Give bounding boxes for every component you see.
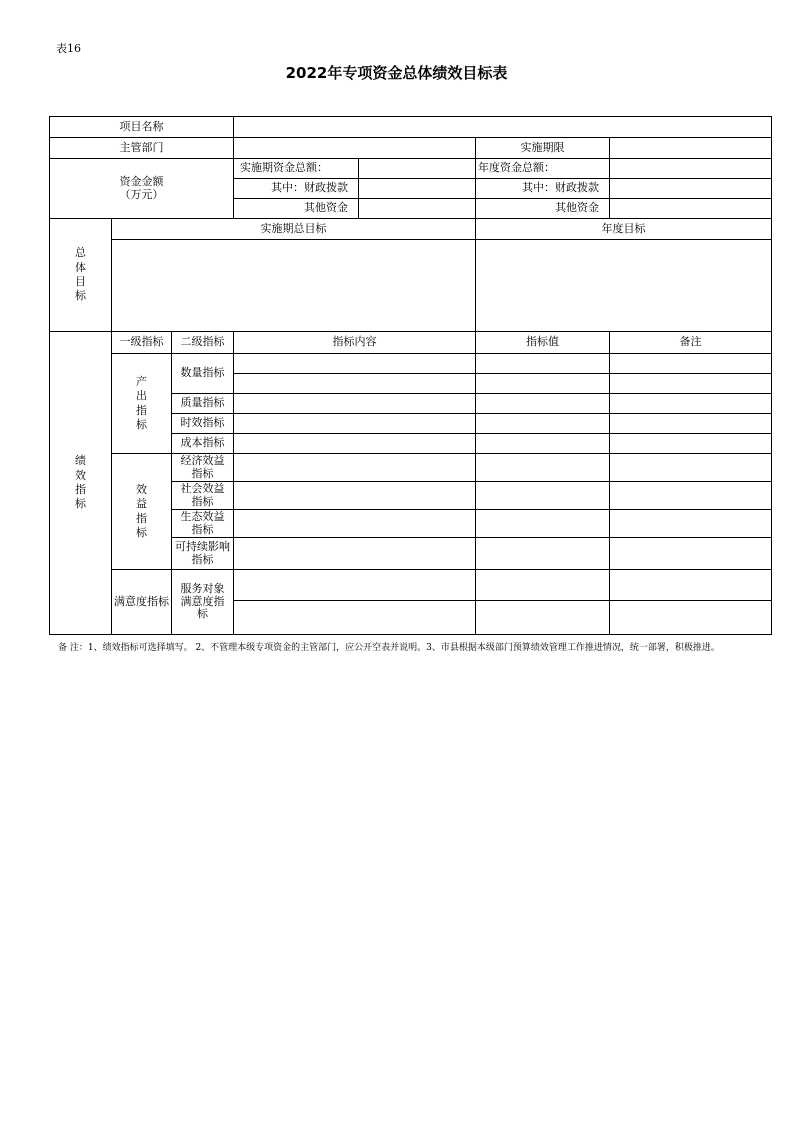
table-row-cell[interactable]	[476, 538, 610, 570]
annual-total-label: 年度资金总额：	[476, 159, 610, 179]
table-row-cell[interactable]	[476, 482, 610, 510]
table-row-cell[interactable]	[234, 394, 476, 414]
overall-goal-label-text: 总体目标	[75, 246, 86, 303]
social-indicator-label: 社会效益指标	[172, 482, 234, 510]
table-row-cell[interactable]	[476, 414, 610, 434]
table-row-cell[interactable]	[234, 482, 476, 510]
period-other-value[interactable]	[359, 199, 476, 219]
table-row-cell[interactable]	[610, 454, 771, 482]
economic-indicator-label: 经济效益指标	[172, 454, 234, 482]
page-title: 2022年专项资金总体绩效目标表	[285, 64, 508, 82]
project-name-label: 项目名称	[50, 117, 234, 138]
annual-fiscal-value[interactable]	[610, 179, 771, 199]
overall-goal-label	[50, 219, 112, 332]
value-header: 指标值	[476, 332, 610, 354]
level1-header: 一级指标	[112, 332, 172, 354]
table-row-cell[interactable]	[610, 414, 771, 434]
table-row-cell[interactable]	[610, 510, 771, 538]
remark-header: 备注	[610, 332, 771, 354]
annual-fiscal-label: 其中：财政拨款	[476, 179, 610, 199]
table-row-cell[interactable]	[476, 601, 610, 634]
period-value[interactable]	[610, 138, 771, 159]
quantity-indicator-label: 数量指标	[172, 354, 234, 394]
period-total-label: 实施期资金总额：	[234, 159, 359, 179]
fund-amount-label-line2: （万元）	[119, 187, 164, 201]
period-fiscal-label: 其中：财政拨款	[234, 179, 359, 199]
level2-header: 二级指标	[172, 332, 234, 354]
quality-indicator-label: 质量指标	[172, 394, 234, 414]
table-row-cell[interactable]	[234, 414, 476, 434]
satisfaction-indicator-label: 满意度指标	[112, 570, 172, 634]
table-row-cell[interactable]	[476, 354, 610, 374]
ecological-indicator-label: 生态效益指标	[172, 510, 234, 538]
department-value[interactable]	[234, 138, 476, 159]
table-row-cell[interactable]	[476, 454, 610, 482]
table-row-cell[interactable]	[610, 601, 771, 634]
performance-target-table	[49, 116, 772, 635]
annual-goal-content[interactable]	[476, 240, 771, 332]
footnote: 备 注：1、绩效指标可选择填写。 2、不管理本级专项资金的主管部门，应公开空表并说明。3、市县根据本级部门预算绩效管理工作推进情况，统一部署，积极推进。	[58, 643, 720, 653]
output-indicator-label	[112, 354, 172, 454]
table-row-cell[interactable]	[610, 538, 771, 570]
table-row-cell[interactable]	[476, 434, 610, 454]
service-satisfaction-label: 服务对象满意度指标	[172, 570, 234, 634]
sustainable-indicator-label: 可持续影响指标	[172, 538, 234, 570]
fund-amount-label	[50, 159, 234, 219]
annual-other-value[interactable]	[610, 199, 771, 219]
table-row-cell[interactable]	[234, 601, 476, 634]
table-row-cell[interactable]	[610, 354, 771, 374]
fund-amount-label-line1: 资金金额	[119, 174, 164, 188]
table-row-cell[interactable]	[610, 374, 771, 394]
table-row-cell[interactable]	[610, 434, 771, 454]
table-row-cell[interactable]	[234, 354, 476, 374]
table-row-cell[interactable]	[234, 434, 476, 454]
period-label: 实施期限	[476, 138, 610, 159]
annual-other-label: 其他资金	[476, 199, 610, 219]
benefit-indicator-label	[112, 454, 172, 570]
period-fiscal-value[interactable]	[359, 179, 476, 199]
cost-indicator-label: 成本指标	[172, 434, 234, 454]
table-row-cell[interactable]	[234, 454, 476, 482]
table-row-cell[interactable]	[476, 510, 610, 538]
output-indicator-text: 产出指标	[136, 374, 147, 431]
table-row-cell[interactable]	[476, 570, 610, 601]
table-row-cell[interactable]	[234, 374, 476, 394]
annual-goal-header: 年度目标	[476, 219, 771, 240]
table-row-cell[interactable]	[476, 394, 610, 414]
benefit-indicator-text: 效益指标	[136, 482, 147, 539]
table-row-cell[interactable]	[234, 570, 476, 601]
timeliness-indicator-label: 时效指标	[172, 414, 234, 434]
table-row-cell[interactable]	[234, 538, 476, 570]
table-row-cell[interactable]	[476, 374, 610, 394]
period-other-label: 其他资金	[234, 199, 359, 219]
period-goal-header: 实施期总目标	[112, 219, 476, 240]
indicator-label-text: 绩效指标	[75, 454, 86, 511]
department-label: 主管部门	[50, 138, 234, 159]
table-row-cell[interactable]	[610, 570, 771, 601]
table-row-cell[interactable]	[610, 482, 771, 510]
period-goal-content[interactable]	[112, 240, 476, 332]
content-header: 指标内容	[234, 332, 476, 354]
table-number: 表16	[56, 42, 81, 55]
project-name-value[interactable]	[234, 117, 771, 138]
table-row-cell[interactable]	[610, 394, 771, 414]
indicator-label	[50, 332, 112, 634]
period-total-value[interactable]	[359, 159, 476, 179]
table-row-cell[interactable]	[234, 510, 476, 538]
annual-total-value[interactable]	[610, 159, 771, 179]
